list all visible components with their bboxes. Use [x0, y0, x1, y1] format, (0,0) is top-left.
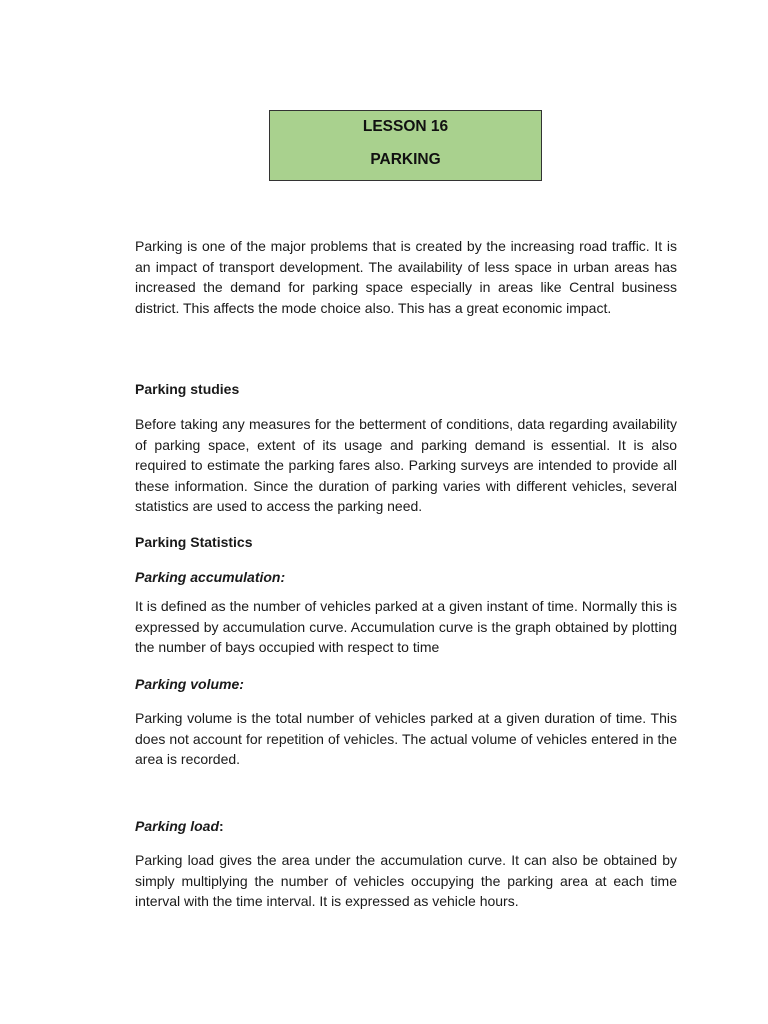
parking-load-colon: :	[219, 818, 224, 834]
parking-load-paragraph: Parking load gives the area under the accumulation curve. It can also be obtained by simply multiplying the number of vehicles occupying the parking area at each time interval with the time interval. It is expressed as vehicle hours.	[135, 852, 677, 910]
parking-statistics-heading: Parking Statistics	[135, 534, 253, 550]
lesson-number: LESSON 16	[362, 118, 449, 135]
lesson-title-box	[269, 110, 542, 181]
parking-load-heading-text: Parking load	[135, 818, 220, 834]
parking-studies-heading: Parking studies	[135, 381, 240, 397]
lesson-topic: PARKING	[370, 151, 441, 168]
parking-studies-paragraph: Before taking any measures for the betterment of conditions, data regarding availability of parking space, extent of its usage and parking demand is essential. It is also required to estimate the parking fares also. Parking surveys are intended to provide all these information. Since the duration of parking varies with different vehicles, several statistics are used to access the parking need.	[135, 416, 677, 515]
parking-volume-paragraph: Parking volume is the total number of vehicles parked at a given duration of time. This does not account for repetition of vehicles. The actual volume of vehicles entered in the area is recorded.	[135, 710, 677, 768]
parking-volume-heading: Parking volume:	[135, 676, 244, 692]
parking-load-heading	[135, 816, 224, 836]
parking-accumulation-heading: Parking accumulation:	[135, 569, 286, 585]
parking-accumulation-paragraph: It is defined as the number of vehicles parked at a given instant of time. Normally this is expressed by accumulation curve. Accumulation curve is the graph obtained by plotting the number of bays occupied with respect to time	[135, 598, 677, 656]
intro-paragraph: Parking is one of the major problems that is created by the increasing road traffic. It is an impact of transport development. The availability of less space in urban areas has increased the demand for parking space especially in areas like Central business district. This affects the mode choice also. This has a great economic impact.	[135, 238, 677, 316]
